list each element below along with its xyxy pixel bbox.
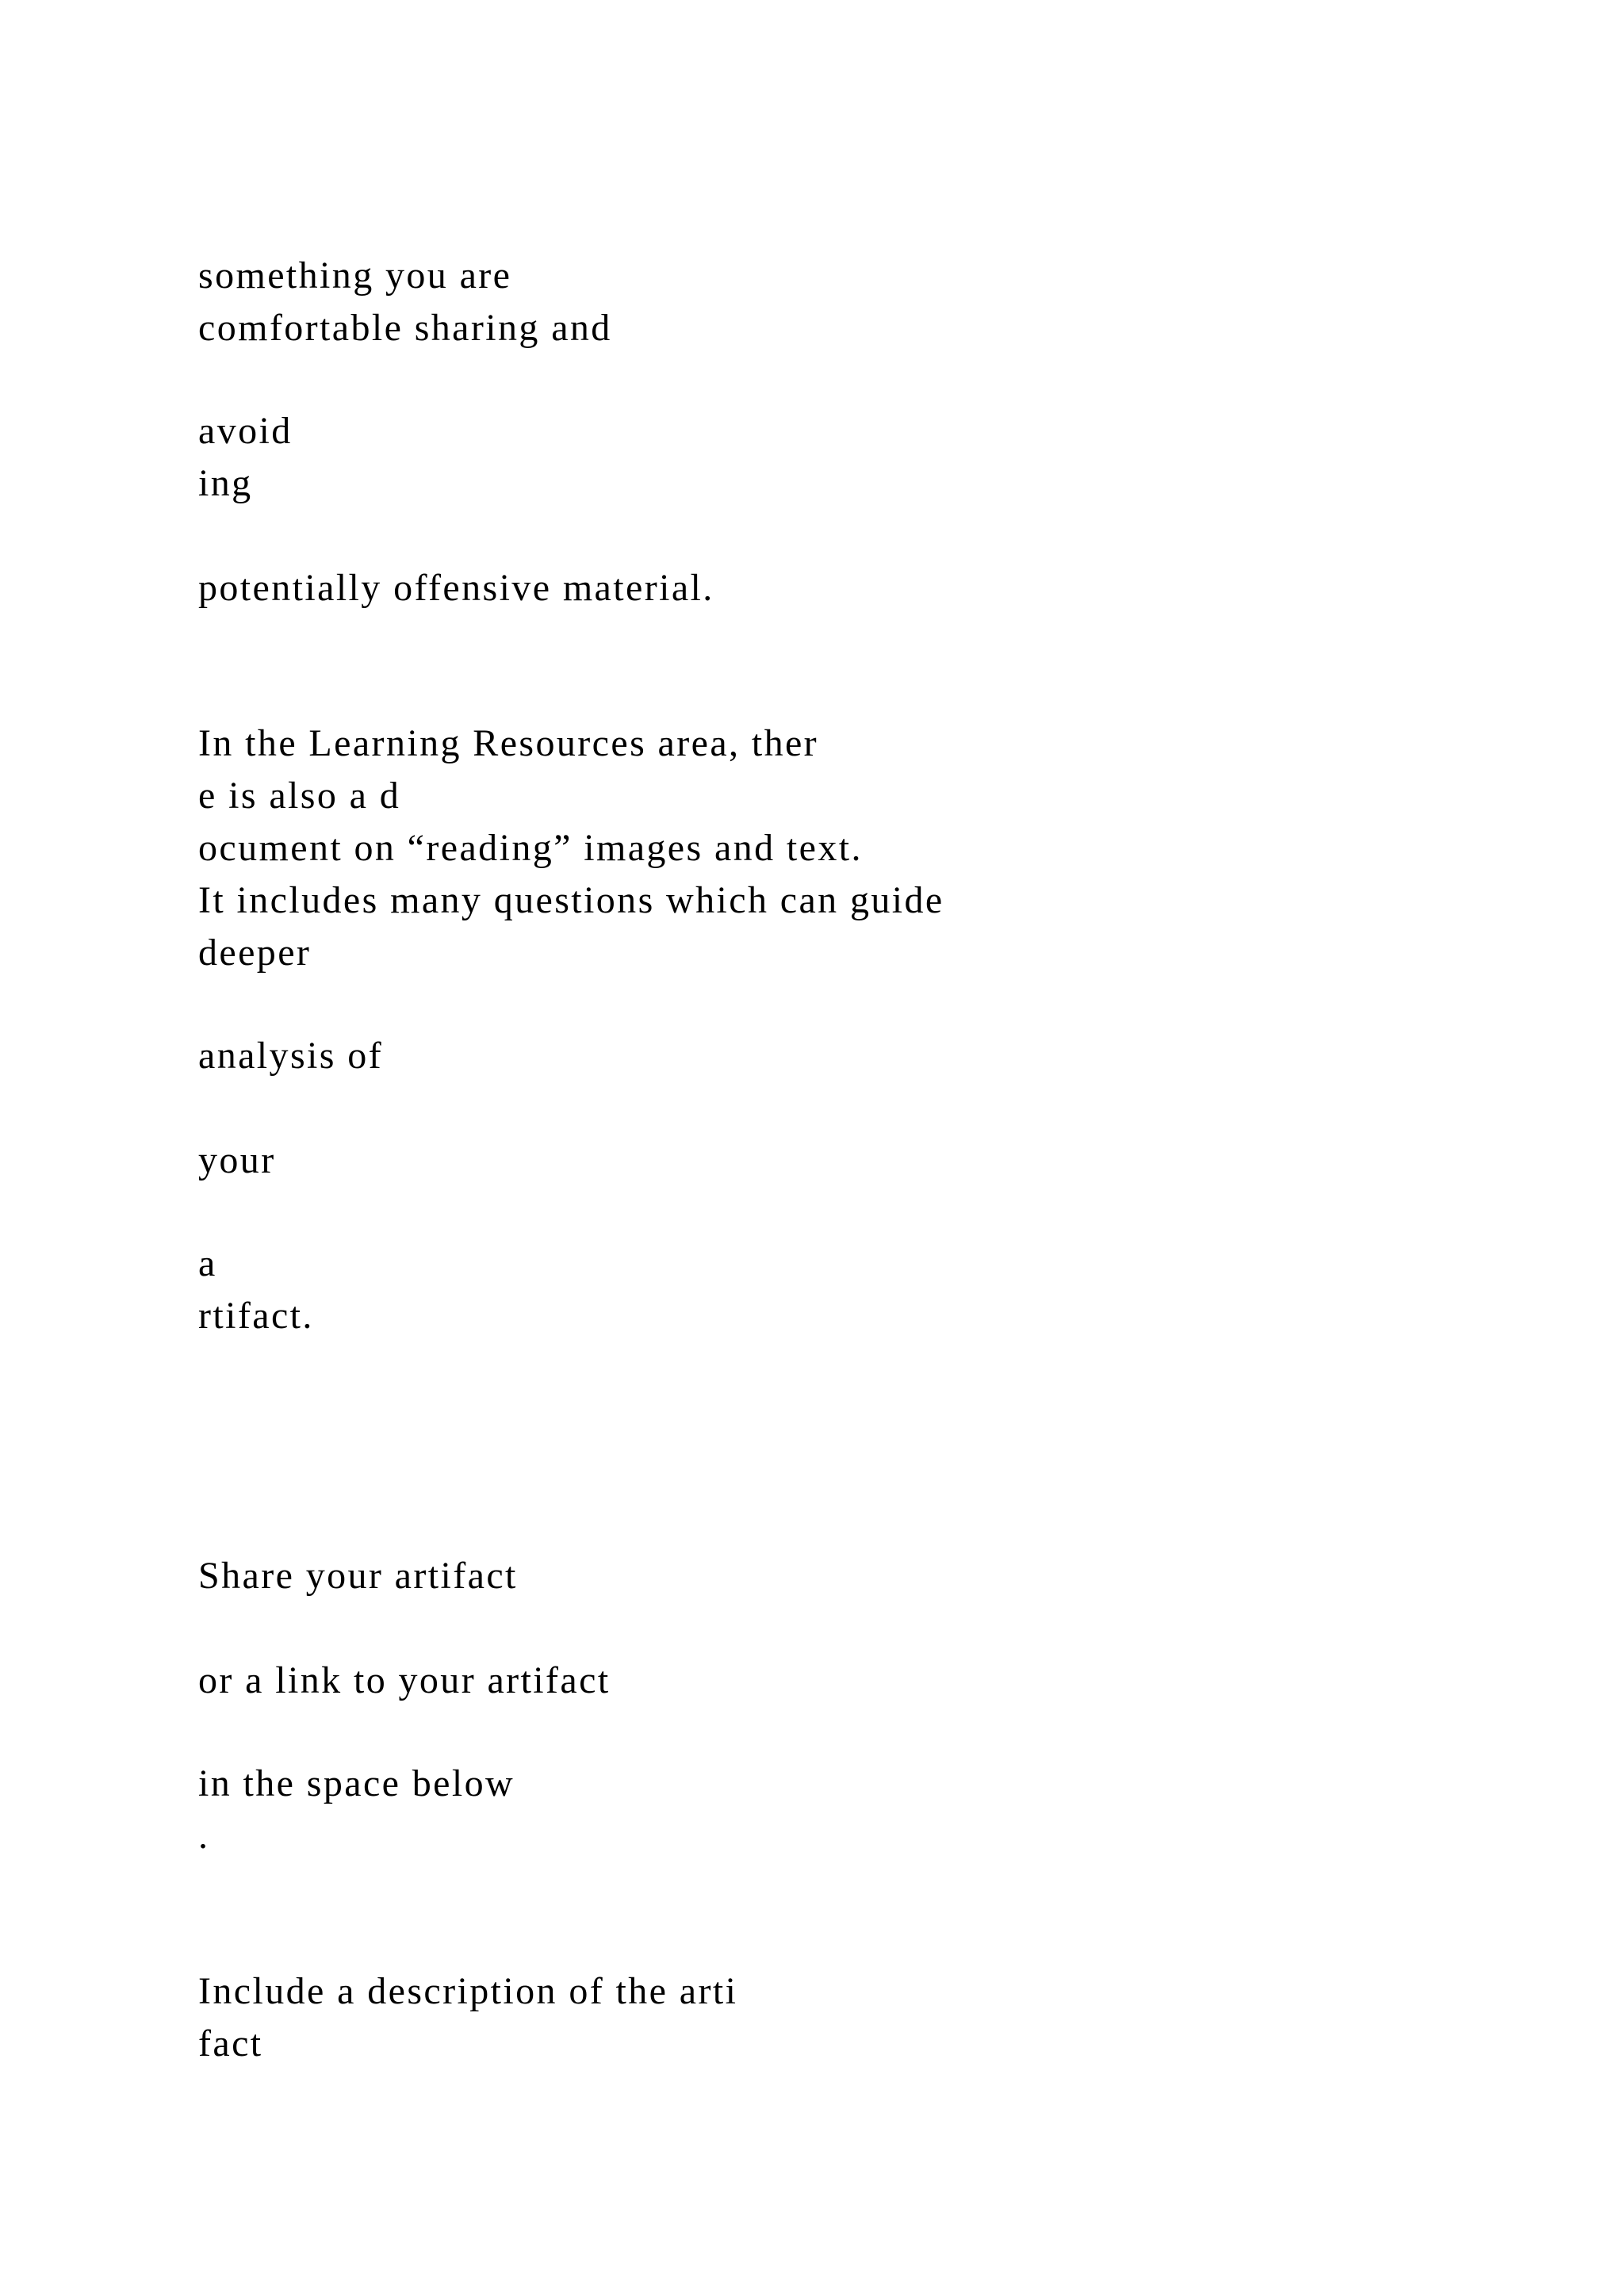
text-line: fact: [198, 2022, 263, 2064]
text-line: analysis of: [198, 1035, 384, 1077]
text-line: In the Learning Resources area, ther: [198, 722, 819, 764]
text-line: ing: [198, 462, 253, 504]
text-line: It includes many questions which can guide: [198, 879, 944, 921]
text-line: e is also a d: [198, 775, 401, 817]
text-line: potentially offensive material.: [198, 567, 714, 609]
text-line: ocument on “reading” images and text.: [198, 827, 863, 869]
text-line: in the space below: [198, 1762, 515, 1804]
text-line: rtifact.: [198, 1295, 314, 1337]
text-line: avoid: [198, 410, 293, 452]
text-line: Share your artifact: [198, 1555, 518, 1597]
text-line: or a link to your artifact: [198, 1659, 611, 1701]
text-line: a: [198, 1242, 217, 1284]
text-line: your: [198, 1139, 276, 1181]
text-line: something you are: [198, 254, 512, 297]
text-line: .: [198, 1815, 210, 1857]
text-line: Include a description of the arti: [198, 1970, 738, 2012]
text-line: comfortable sharing and: [198, 307, 612, 349]
text-line: deeper: [198, 932, 312, 974]
